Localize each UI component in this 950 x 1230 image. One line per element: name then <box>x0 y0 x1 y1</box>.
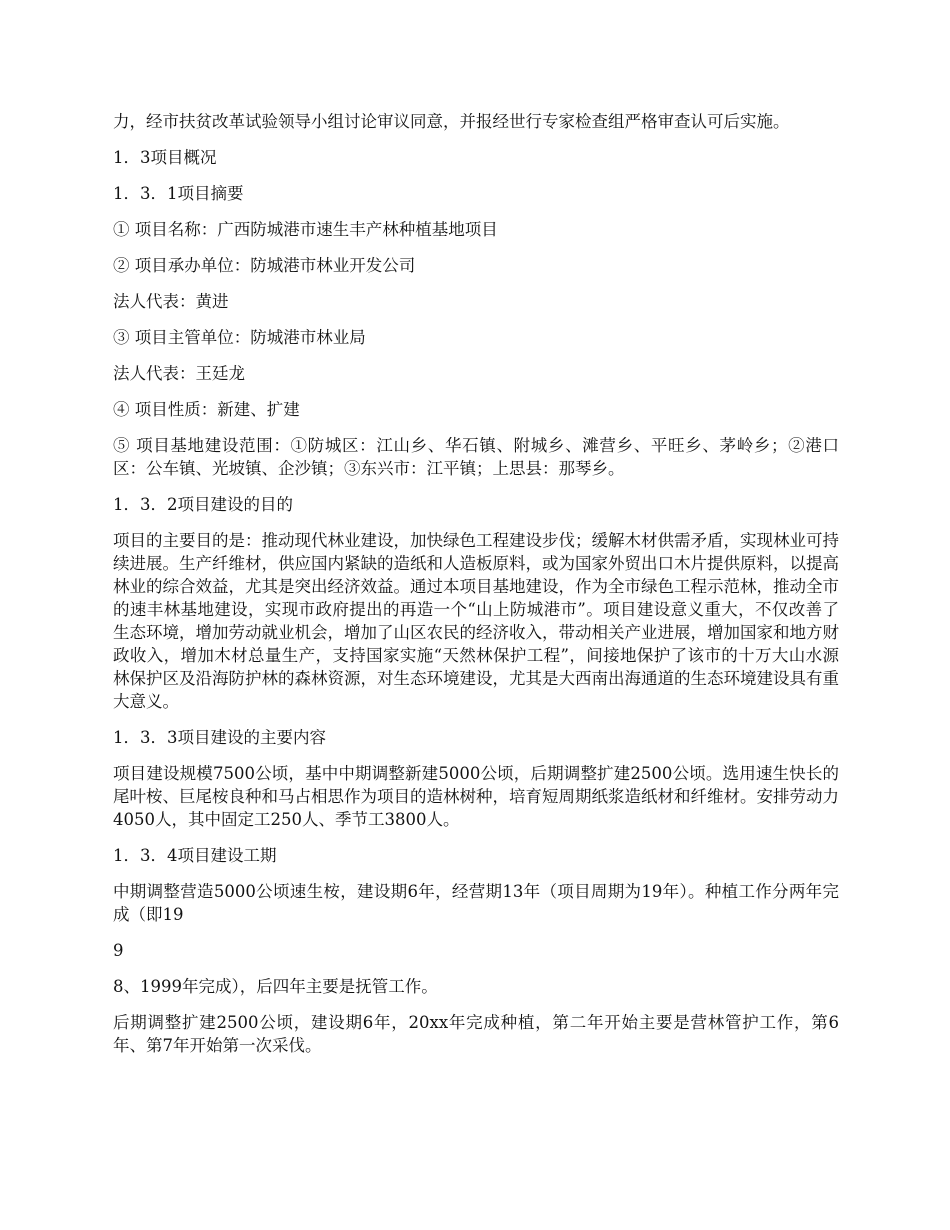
item-legal-representative-2: 法人代表：王廷龙 <box>113 364 245 383</box>
paragraph-construction-period: 中期调整营造5000公顷速生桉，建设期6年，经营期13年（项目周期为19年）。种植工作分两年完成（即19 <box>113 882 839 924</box>
heading-1-3-project-overview: 1．3项目概况 <box>113 148 217 167</box>
paragraph-intro-continuation: 力，经市扶贫改革试验领导小组讨论审议同意，并报经世行专家检查组严格审查认可后实施。 <box>113 112 790 131</box>
heading-1-3-3-main-content: 1．3．3项目建设的主要内容 <box>113 728 326 747</box>
paragraph-project-purpose: 项目的主要目的是：推动现代林业建设，加快绿色工程建设步伐；缓解木材供需矛盾，实现林业可持续进展。生产纤维材，供应国内紧缺的造纸和人造板原料，或为国家外贸出口木片提供原料，以提高林业的综合效益，尤其是突出经济效益。通过本项目基地建设，作为全市绿色工程示范林，推动全市的速丰林基地建设，实现市政府提出的再造一个“山上防城港市”。项目建设意义重大，不仅改善了生态环境，增加劳动就业机会，增加了山区农民的经济收入，带动相关产业进展，增加国家和地方财政收入，增加木材总量生产，支持国家实施“天然林保护工程”，间接地保护了该市的十万大山水源林保护区及沿海防护林的森林资源，对生态环境建设，尤其是大西南出海通道的生态环境建设具有重大意义。 <box>113 531 839 711</box>
heading-1-3-4-construction-period: 1．3．4项目建设工期 <box>113 846 277 865</box>
paragraph-later-expansion: 后期调整扩建2500公顷，建设期6年，20xx年完成种植，第二年开始主要是营林管护工作，第6年、第7年开始第一次采伐。 <box>113 1013 839 1055</box>
item-project-base-scope: ⑤ 项目基地建设范围：①防城区：江山乡、华石镇、附城乡、滩营乡、平旺乡、茅岭乡；②港口区：公车镇、光坡镇、企沙镇；③东兴市：江平镇；上思县：那琴乡。 <box>113 436 839 478</box>
item-project-nature: ④ 项目性质：新建、扩建 <box>113 400 300 419</box>
item-project-undertaking-unit: ② 项目承办单位：防城港市林业开发公司 <box>113 256 416 275</box>
heading-1-3-1-project-summary: 1．3．1项目摘要 <box>113 184 244 203</box>
heading-1-3-2-project-purpose: 1．3．2项目建设的目的 <box>113 495 293 514</box>
item-project-name: ① 项目名称：广西防城港市速生丰产林种植基地项目 <box>113 220 498 239</box>
paragraph-main-content: 项目建设规模7500公顷，基中中期调整新建5000公顷，后期调整扩建2500公顷。选用速生快长的尾叶桉、巨尾桉良种和马占相思作为项目的造林树种，培育短周期纸浆造纸材和纤维材。安排劳动力4050人，其中固定工250人、季节工3800人。 <box>113 764 839 829</box>
item-legal-representative-1: 法人代表：黄进 <box>113 292 229 311</box>
paragraph-page-fragment: 9 <box>113 941 124 960</box>
document-body <box>113 110 839 1070</box>
item-project-supervising-unit: ③ 项目主管单位：防城港市林业局 <box>113 328 366 347</box>
paragraph-completion-note: 8、1999年完成），后四年主要是抚管工作。 <box>113 977 438 996</box>
